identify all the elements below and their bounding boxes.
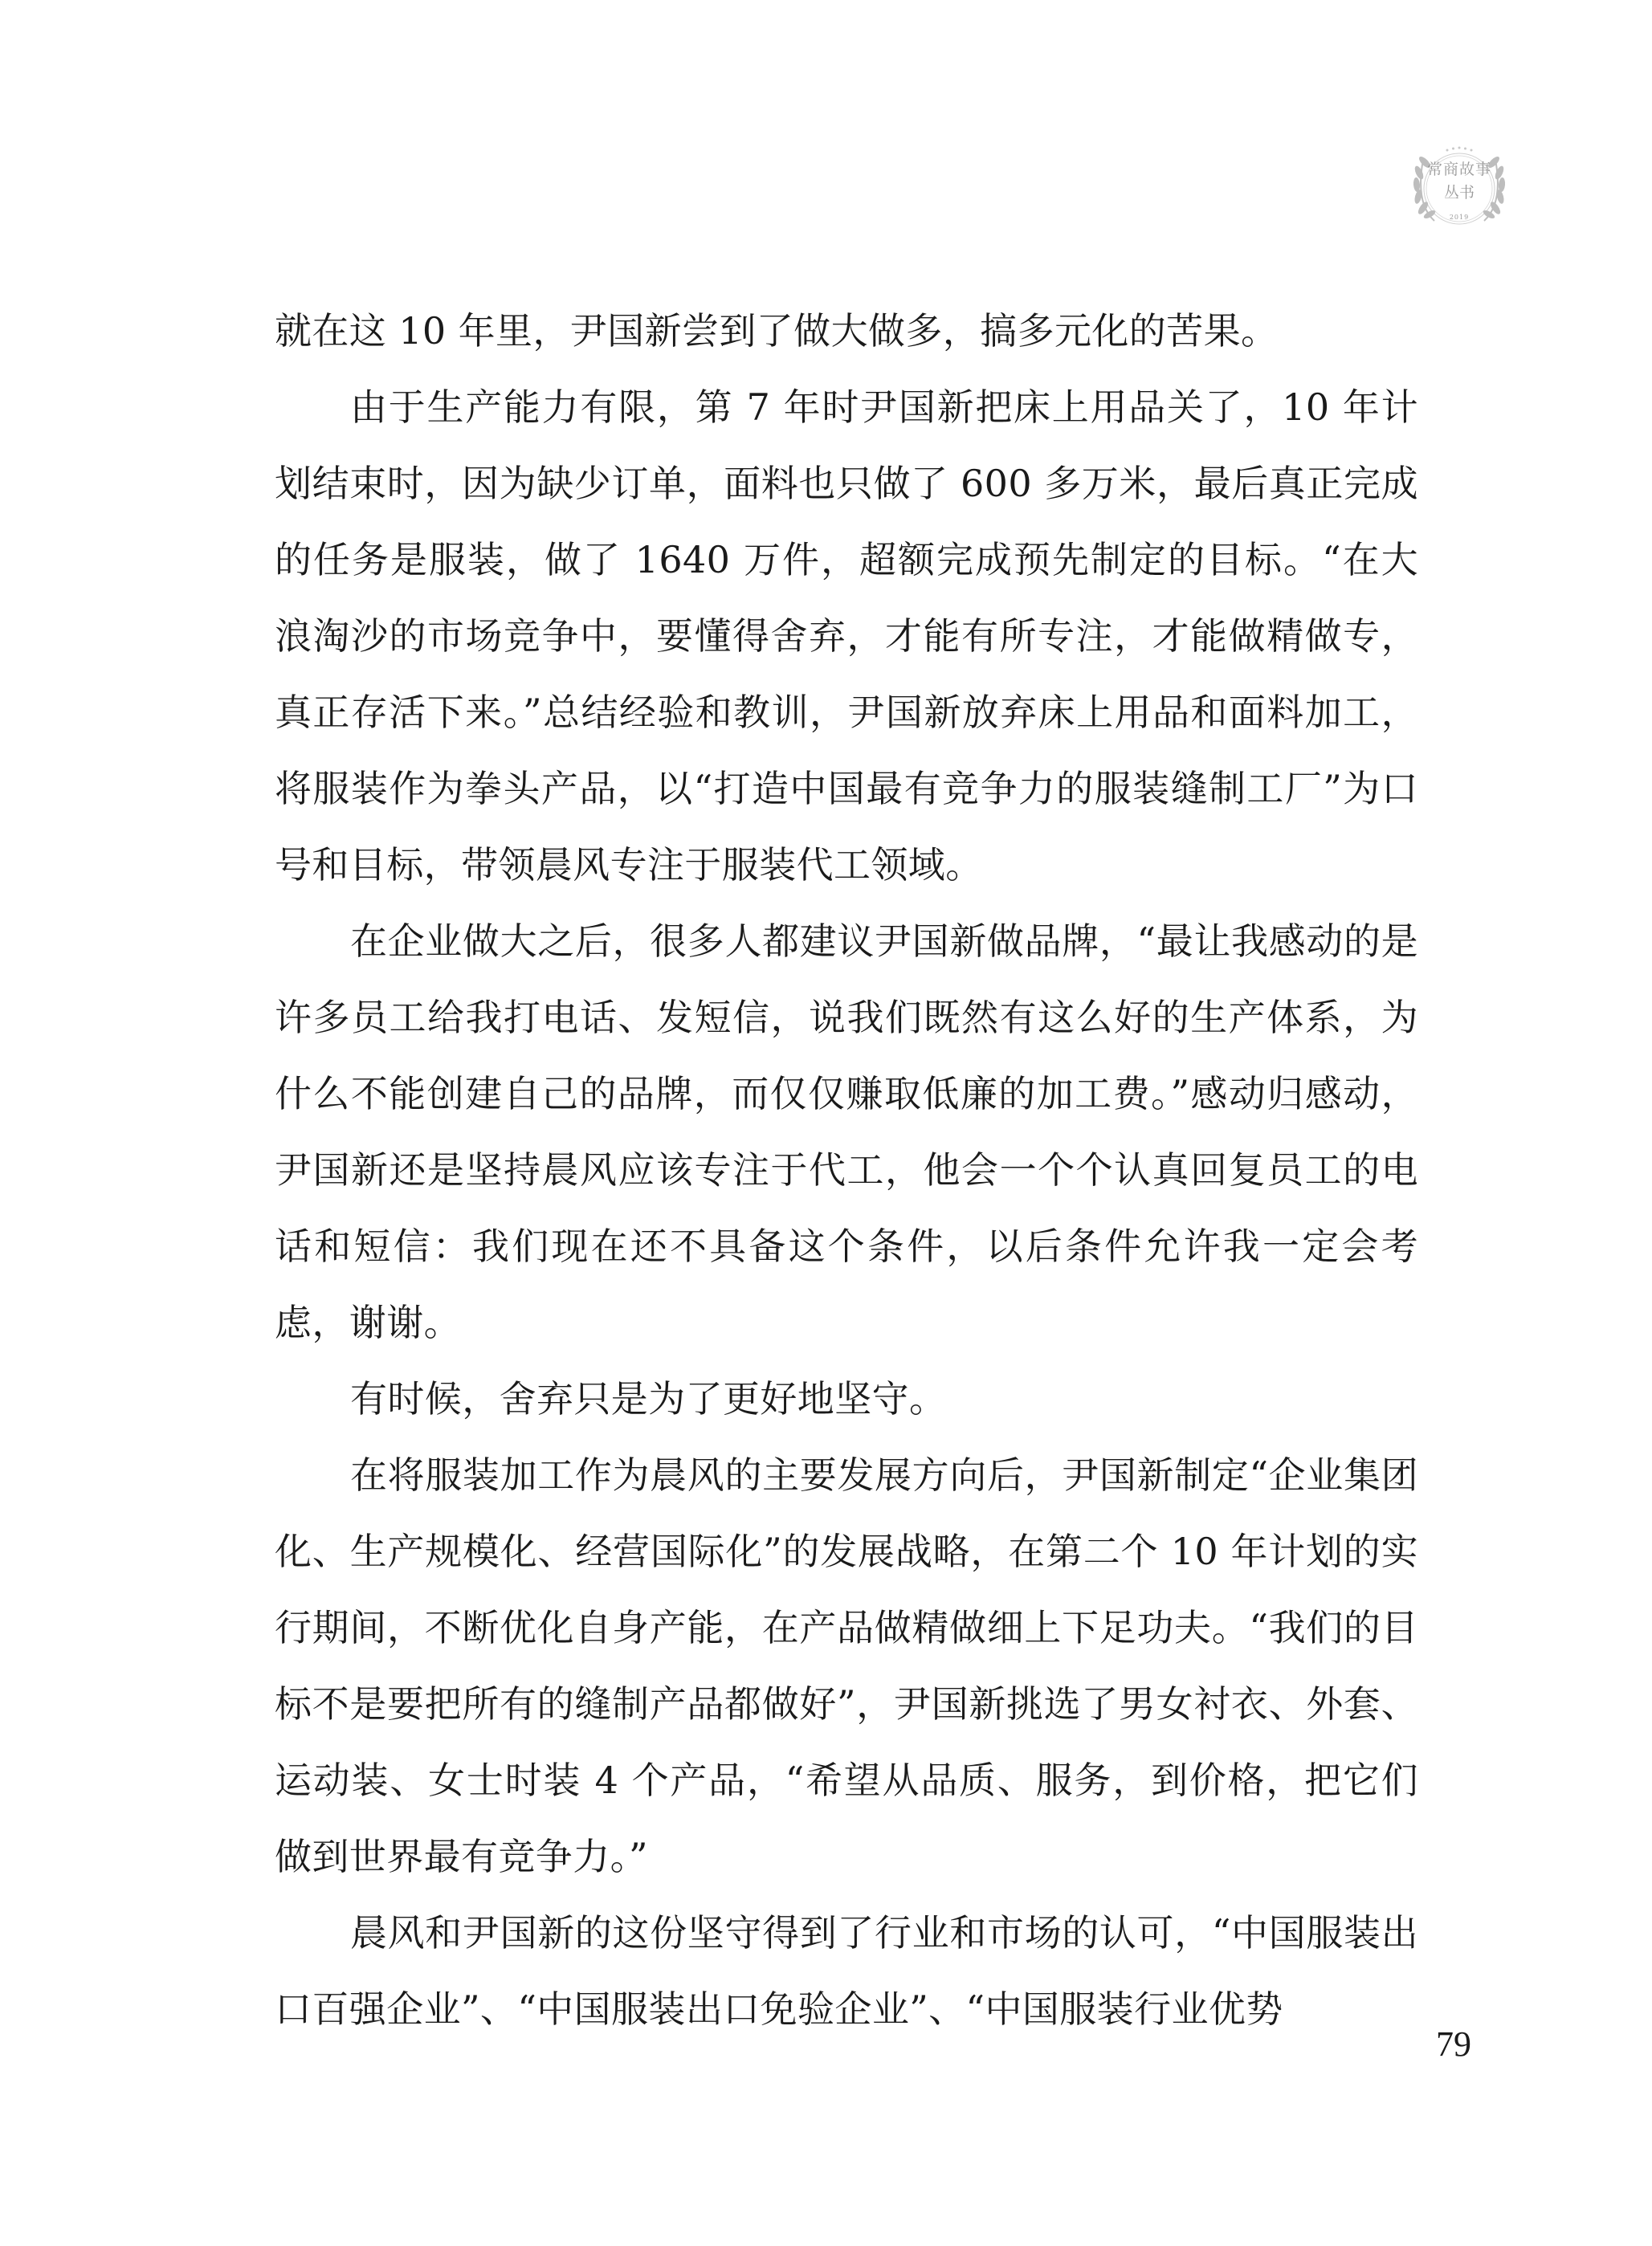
emblem-year: 2019 [1449,213,1470,221]
emblem-series-subtitle: 丛书 [1443,183,1475,202]
series-emblem [1399,131,1519,251]
paragraph-5: 在将服装加工作为晨风的主要发展方向后，尹国新制定“企业集团化、生产规模化、经营国际化”的发展战略，在第二个 10 年计划的实行期间，不断优化自身产能，在产品做精做细上下足功夫。“我们的目标不是要把所有的缝制产品都做好”，尹国新挑选了男女衬衣、外套、运动装、女士时装 4 个产品，“希望从品质、服务，到价格，把它们做到世界最有竞争力。” [275,1453,1418,1878]
emblem-series-title: 常商故事 [1426,160,1491,178]
paragraph-1: 就在这 10 年里，尹国新尝到了做大做多，搞多元化的苦果。 [275,309,1279,353]
laurel-wreath-icon [1399,131,1519,251]
page-number: 79 [1436,2024,1471,2064]
page-body-text [275,293,1418,2048]
paragraph-3: 在企业做大之后，很多人都建议尹国新做品牌，“最让我感动的是许多员工给我打电话、发短信，说我们既然有这么好的生产体系，为什么不能创建自己的品牌，而仅仅赚取低廉的加工费。”感动归感动，尹国新还是坚持晨风应该专注于代工，他会一个个认真回复员工的电话和短信：我们现在还不具备这个条件，以后条件允许我一定会考虑，谢谢。 [275,919,1418,1344]
paragraph-6: 晨风和尹国新的这份坚守得到了行业和市场的认可，“中国服装出口百强企业”、“中国服装出口免验企业”、“中国服装行业优势 [275,1911,1418,2031]
paragraph-2: 由于生产能力有限，第 7 年时尹国新把床上用品关了，10 年计划结束时，因为缺少订单，面料也只做了 600 多万米，最后真正完成的任务是服装，做了 1640 万件，超额完成预先制定的目标。“在大浪淘沙的市场竞争中，要懂得舍弃，才能有所专注，才能做精做专，真正存活下来。”总结经验和教训，尹国新放弃床上用品和面料加工，将服装作为拳头产品，以“打造中国最有竞争力的服装缝制工厂”为口号和目标，带领晨风专注于服装代工领域。 [275,385,1418,887]
paragraph-4: 有时候，舍弃只是为了更好地坚守。 [350,1377,947,1421]
